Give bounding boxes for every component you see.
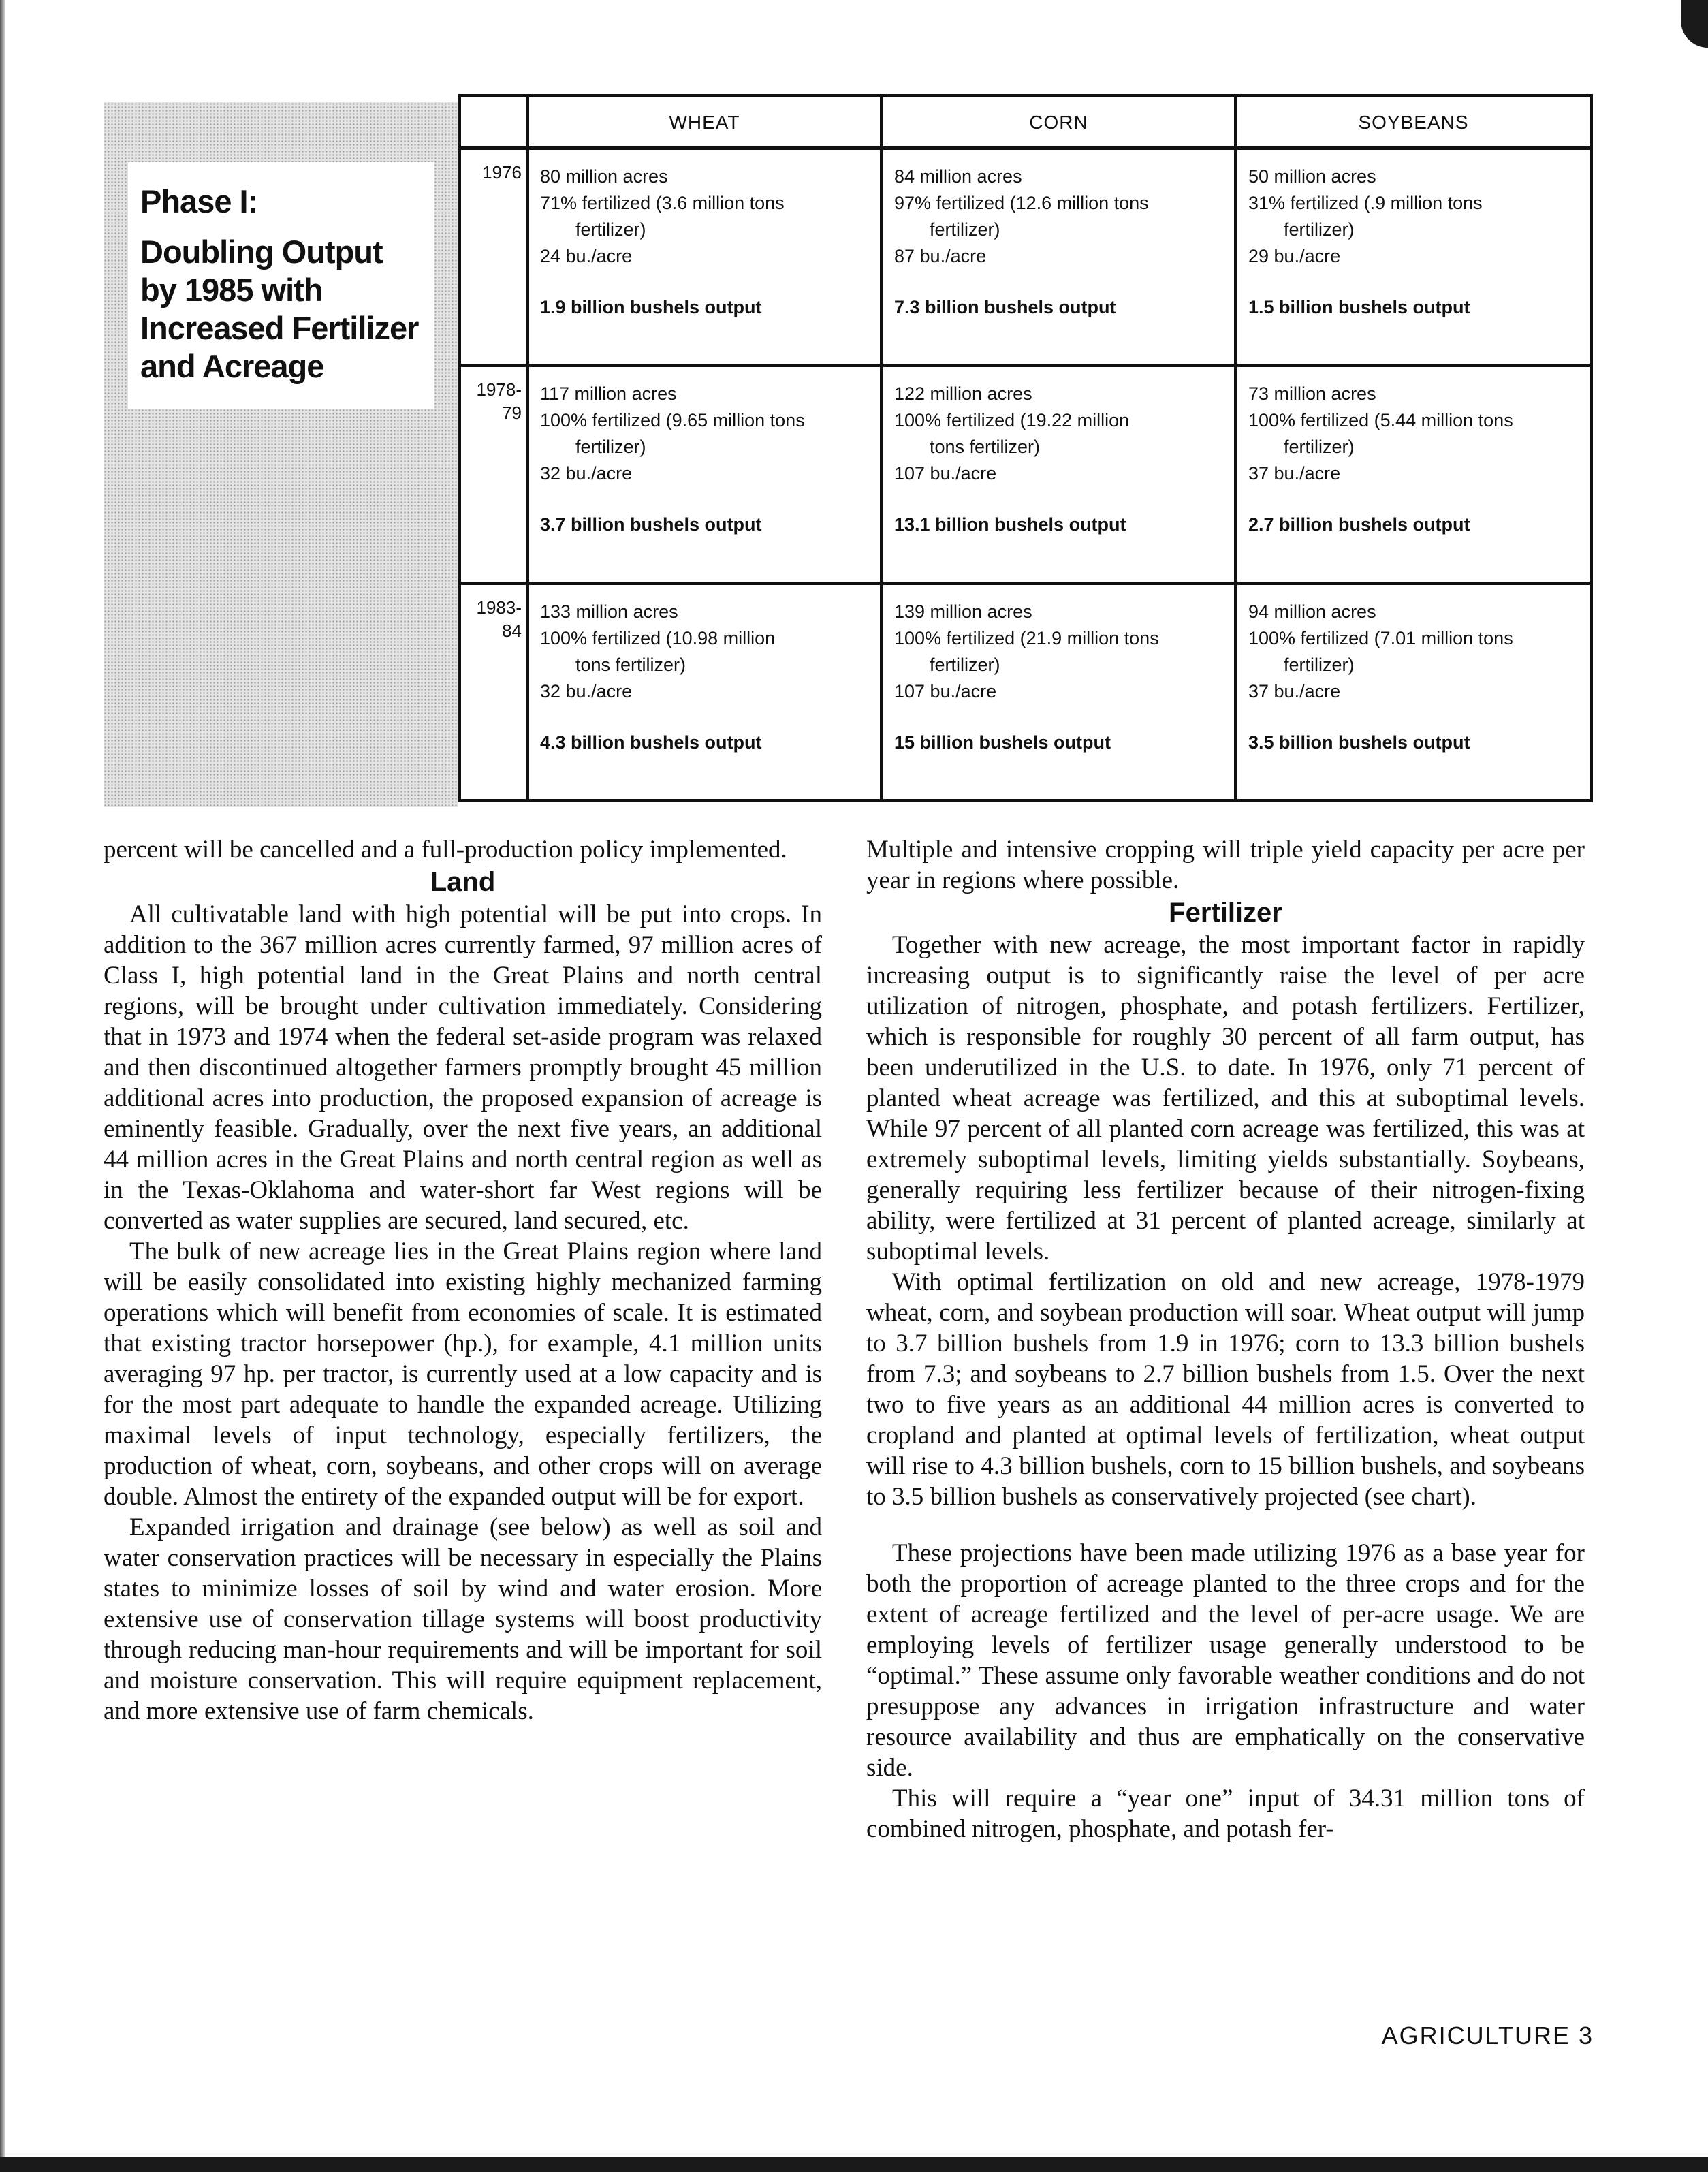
cell-output: 2.7 billion bushels output: [1248, 514, 1470, 535]
cell-acres: 122 million acres: [894, 383, 1032, 404]
cell-acres: 139 million acres: [894, 601, 1032, 623]
paragraph: All cultivatable land with high potential will be put into crops. In addition to the 367 million acres currently farmed, 97 million acres of Class I, high potential land in the Great Plains and north central regions, will be brought under cultivation immediately. Considering that in 1973 and 1974 when the federal set-aside program was relaxed and then discontinued altogether farmers promptly brought 45 million additional acres into production, the proposed expansion of acreage is eminently feasible. Gradually, over the next five years, an additional 44 million acres in the Great Plains and north central region as well as in the Texas-Oklahoma and water-short far West regions will be converted as water supplies are secured, land secured, etc.: [104, 900, 822, 1235]
cell-output: 15 billion bushels output: [894, 732, 1111, 753]
cell-fertilized: 31% fertilized (.9 million tons: [1248, 193, 1483, 214]
cell-yield: 32 bu./acre: [540, 681, 633, 702]
table-cell-corn: [882, 584, 1236, 801]
table-cell-wheat: [528, 365, 882, 584]
page-edge-bottom: [0, 2157, 1708, 2172]
phase-title-box: [128, 162, 434, 409]
cell-fertilized: 100% fertilized (5.44 million tons: [1248, 409, 1513, 430]
cell-yield: 24 bu./acre: [540, 246, 633, 267]
cell-fertilized-cont: fertilizer): [1284, 219, 1355, 240]
cell-output: 3.5 billion bushels output: [1248, 732, 1470, 753]
table-cell-soybeans: [1236, 148, 1592, 366]
table-cell-wheat: [528, 148, 882, 366]
page-corner: [1681, 0, 1708, 48]
paragraph: These projections have been made utilizing 1976 as a base year for both the proportion of acreage planted to the three crops and for the extent of acreage fertilized and the level of per-acre usage. We are employing levels of fertilizer usage generally understood to be “optimal.” These assume only favorable weather conditions and do not presuppose any advances in irrigation infrastructure and water resource availability and thus are emphatically on the conservative side.: [866, 1539, 1585, 1782]
paragraph: Multiple and intensive cropping will triple yield capacity per acre per year in regions where possible.: [866, 836, 1585, 894]
page-edge-left: [0, 0, 5, 2172]
cell-yield: 29 bu./acre: [1248, 246, 1341, 267]
paragraph: Together with new acreage, the most important factor in rapidly increasing output is to significantly raise the level of per acre utilization of nitrogen, phosphate, and potash fertilizers. Fertilizer, which is responsible for roughly 30 percent of all farm output, has been underutilized in the U.S. to date. In 1976, only 71 percent of planted wheat acreage was fertilized, and this at suboptimal levels. While 97 percent of all planted corn acreage was fertilized, this was at extremely suboptimal levels, limiting yields substantially. Soybeans, generally requiring less fertilizer because of their nitrogen-fixing ability, were fertilized at 31 percent of planted acreage, similarly at suboptimal levels.: [866, 931, 1585, 1265]
cell-output: 7.3 billion bushels output: [894, 297, 1116, 318]
cell-fertilized: 100% fertilized (10.98 million: [540, 628, 776, 649]
header-year-blank: [460, 96, 528, 148]
cell-yield: 37 bu./acre: [1248, 681, 1341, 702]
table-row: [460, 365, 1592, 584]
section-heading-fertilizer: Fertilizer: [1169, 898, 1282, 928]
cell-output: 1.5 billion bushels output: [1248, 297, 1470, 318]
cell-fertilized: 71% fertilized (3.6 million tons: [540, 193, 785, 214]
cell-yield: 107 bu./acre: [894, 681, 997, 702]
table-row: [460, 584, 1592, 801]
header-wheat: WHEAT: [528, 96, 882, 148]
cell-yield: 37 bu./acre: [1248, 462, 1341, 484]
left-text-column: [104, 834, 822, 1727]
cell-fertilized: 97% fertilized (12.6 million tons: [894, 193, 1149, 214]
year-cell: 1983-84: [460, 584, 528, 801]
cell-output: 1.9 billion bushels output: [540, 297, 762, 318]
cell-fertilized-cont: tons fertilizer): [575, 655, 686, 676]
cell-acres: 50 million acres: [1248, 166, 1376, 187]
paragraph-gap: [866, 1512, 1585, 1538]
cell-yield: 87 bu./acre: [894, 246, 987, 267]
right-text-column: [866, 834, 1585, 1844]
cell-fertilized: 100% fertilized (19.22 million: [894, 409, 1130, 430]
table-cell-wheat: [528, 584, 882, 801]
table-cell-soybeans: [1236, 365, 1592, 584]
crop-projection-table: [458, 94, 1593, 802]
cell-fertilized-cont: fertilizer): [575, 219, 646, 240]
year-cell: 1978-79: [460, 365, 528, 584]
cell-output: 4.3 billion bushels output: [540, 732, 762, 753]
paragraph: percent will be cancelled and a full-production policy implemented.: [104, 836, 787, 864]
paragraph: With optimal fertilization on old and new acreage, 1978-1979 wheat, corn, and soybean production will soar. Wheat output will jump to 3.7 billion bushels from 1.9 in 1976; corn to 13.3 billion bushels from 7.3; and soybeans to 2.7 billion bushels from 1.5. Over the next two to five years as an additional 44 million acres is converted to cropland and planted at optimal levels of fertilization, wheat output will rise to 4.3 billion bushels, corn to 15 billion bushels, and soybeans to 3.5 billion bushels as conservatively projected (see chart).: [866, 1268, 1585, 1511]
cell-fertilized-cont: fertilizer): [575, 436, 646, 457]
section-heading-land: Land: [430, 867, 496, 897]
cell-acres: 80 million acres: [540, 166, 668, 187]
cell-acres: 84 million acres: [894, 166, 1022, 187]
paragraph: This will require a “year one” input of 34.31 million tons of combined nitrogen, phosphate, and potash fer-: [866, 1784, 1585, 1843]
cell-fertilized-cont: fertilizer): [1284, 436, 1355, 457]
header-corn: CORN: [882, 96, 1236, 148]
cell-fertilized-cont: fertilizer): [930, 655, 1000, 676]
cell-output: 3.7 billion bushels output: [540, 514, 762, 535]
cell-acres: 94 million acres: [1248, 601, 1376, 623]
phase-subtitle: Doubling Output by 1985 with Increased Fertilizer and Acreage: [140, 234, 419, 384]
table-row: [460, 148, 1592, 366]
table-cell-soybeans: [1236, 584, 1592, 801]
cell-fertilized-cont: tons fertilizer): [930, 436, 1041, 457]
cell-yield: 107 bu./acre: [894, 462, 997, 484]
cell-fertilized-cont: fertilizer): [930, 219, 1000, 240]
page-footer: AGRICULTURE 3: [1381, 2021, 1594, 2049]
cell-fertilized: 100% fertilized (9.65 million tons: [540, 409, 805, 430]
table-cell-corn: [882, 365, 1236, 584]
cell-yield: 32 bu./acre: [540, 462, 633, 484]
cell-acres: 117 million acres: [540, 383, 677, 404]
header-soybeans: SOYBEANS: [1236, 96, 1592, 148]
cell-fertilized: 100% fertilized (7.01 million tons: [1248, 628, 1513, 649]
phase-title: Phase I:: [140, 183, 258, 219]
table-header-row: [460, 96, 1592, 148]
paragraph: Expanded irrigation and drainage (see below) as well as soil and water conservation practices will be necessary in especially the Plains states to minimize losses of soil by wind and water erosion. More extensive use of conservation tillage systems will boost productivity through reducing man-hour requirements and will be important for soil and moisture conservation. This will require equipment replacement, and more extensive use of farm chemicals.: [104, 1513, 822, 1725]
paragraph: The bulk of new acreage lies in the Great Plains region where land will be easily consolidated into existing highly mechanized farming operations which will benefit from economies of scale. It is estimated that existing tractor horsepower (hp.), for example, 4.1 million units averaging 97 hp. per tractor, is currently used at a low capacity and is for the most part adequate to handle the expanded acreage. Utilizing maximal levels of input technology, especially fertilizers, the production of wheat, corn, soybeans, and other crops will on average double. Almost the entirety of the expanded output will be for export.: [104, 1238, 822, 1511]
cell-fertilized: 100% fertilized (21.9 million tons: [894, 628, 1159, 649]
cell-fertilized-cont: fertilizer): [1284, 655, 1355, 676]
table-cell-corn: [882, 148, 1236, 366]
cell-acres: 133 million acres: [540, 601, 678, 623]
year-cell: 1976: [460, 148, 528, 366]
cell-acres: 73 million acres: [1248, 383, 1376, 404]
cell-output: 13.1 billion bushels output: [894, 514, 1126, 535]
